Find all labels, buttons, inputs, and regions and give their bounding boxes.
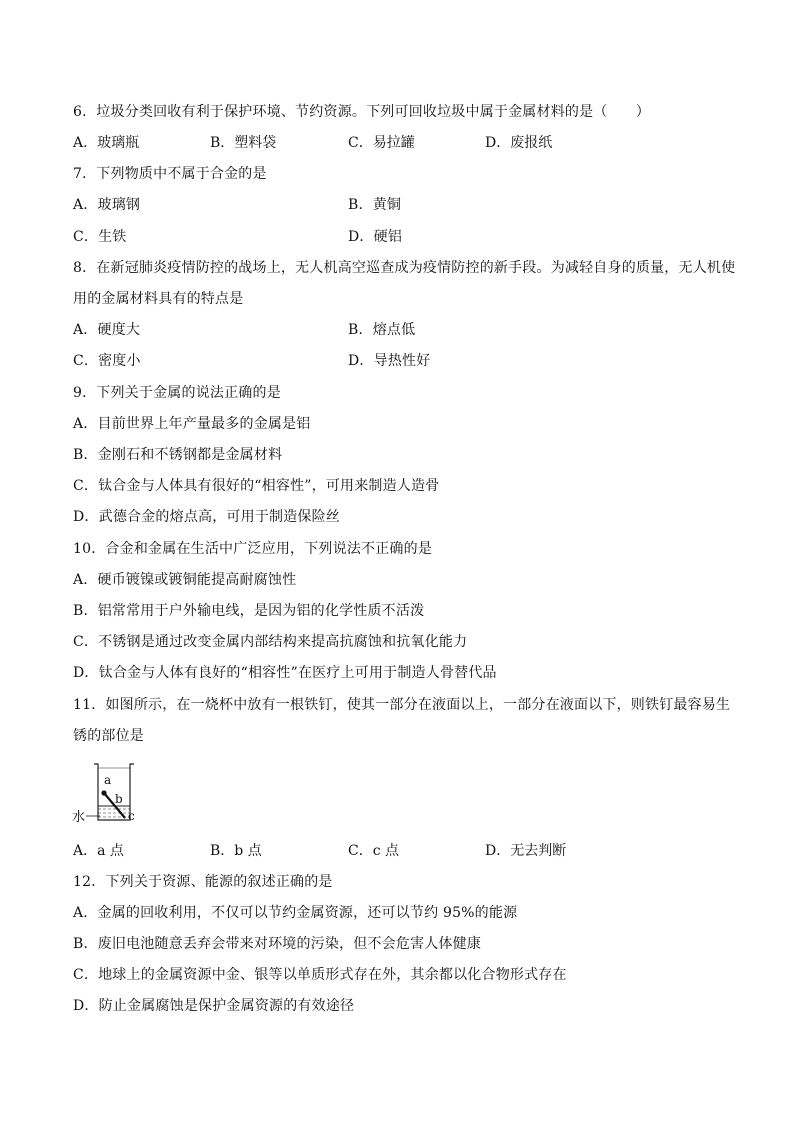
q11-option-d: D．无去判断 [485,843,567,859]
label-b: b [115,792,123,806]
q11-option-c: C．c 点 [348,843,400,859]
q6-option-b: B．塑料袋 [210,135,277,151]
q6-stem: 6．垃圾分类回收有利于保护环境、节约资源。下列可回收垃圾中属于金属材料的是（ ） [73,104,651,120]
q11-stem-line2: 锈的部位是 [73,728,144,744]
q6-option-c: C．易拉罐 [348,135,415,151]
q8-option-a: A．硬度大 [73,322,141,338]
q10-option-c: C．不锈钢是通过改变金属内部结构来提高抗腐蚀和抗氧化能力 [73,634,468,650]
label-water: 水 [72,810,86,825]
q11-option-a: A．a 点 [73,843,124,859]
q9-option-c: C．钛合金与人体具有很好的“相容性”，可用来制造人造骨 [73,478,440,494]
q9-option-a: A．目前世界上年产量最多的金属是铝 [73,416,311,432]
q12-option-c: C．地球上的金属资源中金、银等以单质形式存在外，其余都以化合物形式存在 [73,967,567,983]
q9-option-b: B．金刚石和不锈钢都是金属材料 [73,447,283,463]
q7-stem: 7．下列物质中不属于合金的是 [73,166,267,182]
q9-option-d: D．武德合金的熔点高，可用于制造保险丝 [73,509,341,525]
q8-option-b: B．熔点低 [348,322,416,338]
beaker-nail-diagram [70,760,160,830]
q8-option-d: D．导热性好 [348,353,431,369]
q10-option-b: B．铝常常用于户外输电线，是因为铝的化学性质不活泼 [73,603,425,619]
label-a: a [104,773,112,787]
q12-stem: 12．下列关于资源、能源的叙述正确的是 [73,874,333,890]
q10-option-a: A．硬币镀镍或镀铜能提高耐腐蚀性 [73,572,297,588]
nail-head [101,790,106,795]
q10-stem: 10．合金和金属在生活中广泛应用，下列说法不正确的是 [73,541,433,557]
q11-option-b: B．b 点 [210,843,262,859]
q11-stem-line1: 11．如图所示，在一烧杯中放有一根铁钉，使其一部分在液面以上，一部分在液面以下，则铁钉最容易生 [73,697,731,713]
q7-option-d: D．硬铝 [348,229,403,245]
q7-option-a: A．玻璃钢 [73,197,141,213]
q8-stem-line1: 8．在新冠肺炎疫情防控的战场上，无人机高空巡查成为疫情防控的新手段。为减轻自身的质量，无人机使 [73,260,736,276]
q12-option-d: D．防止金属腐蚀是保护金属资源的有效途径 [73,998,355,1014]
q7-option-c: C．生铁 [73,229,127,245]
q12-option-b: B．废旧电池随意丢弃会带来对环境的污染，但不会危害人体健康 [73,936,482,952]
q6-option-d: D．废报纸 [485,135,553,151]
q8-option-c: C．密度小 [73,353,141,369]
q9-stem: 9．下列关于金属的说法正确的是 [73,385,281,401]
q6-option-a: A．玻璃瓶 [73,135,140,151]
label-c: c [128,809,135,823]
q10-option-d: D．钛合金与人体有良好的“相容性”在医疗上可用于制造人骨替代品 [73,665,497,681]
q7-option-b: B．黄铜 [348,197,402,213]
q8-stem-line2: 用的金属材料具有的特点是 [73,291,244,307]
q12-option-a: A．金属的回收利用，不仅可以节约金属资源，还可以节约 95%的能源 [73,905,518,921]
beaker-svg [70,760,160,830]
